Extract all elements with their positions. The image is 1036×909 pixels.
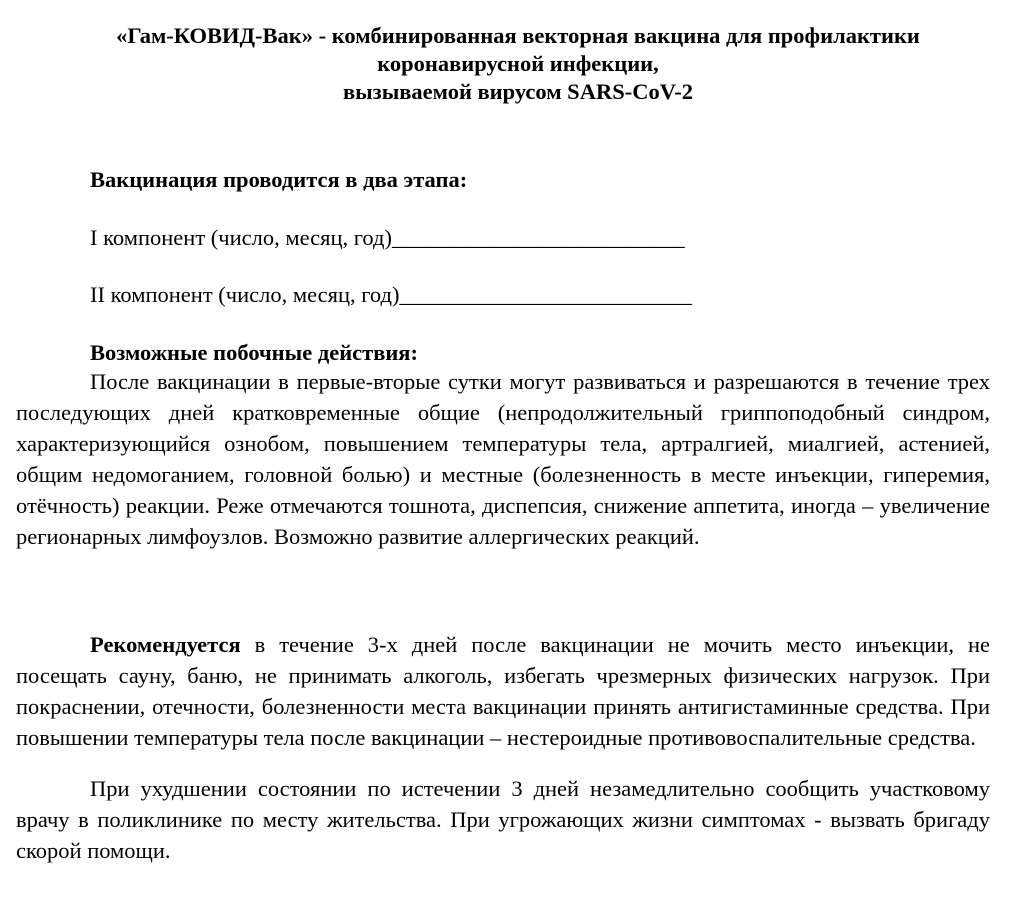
title-line-2: коронавирусной инфекции, bbox=[377, 51, 659, 76]
recommendations-paragraph bbox=[16, 629, 990, 753]
component-2-date-field: II компонент (число, месяц, год)__________________________ bbox=[90, 282, 692, 307]
recommend-label: Рекомендуется bbox=[90, 632, 241, 657]
side-effects-heading: Возможные побочные действия: bbox=[90, 340, 418, 365]
title-line-1: «Гам-КОВИД-Вак» - комбинированная векторная вакцина для профилактики bbox=[116, 23, 920, 48]
component-1-date-field: I компонент (число, месяц, год)__________________________ bbox=[90, 225, 685, 250]
worsening-paragraph: При ухудшении состоянии по истечении 3 дней незамедлительно сообщить участковому врачу в поликлинике по месту жительства. При угрожающих жизни симптомах - вызвать бригаду скорой помощи. bbox=[16, 776, 990, 863]
side-effects-paragraph: После вакцинации в первые-вторые сутки могут развиваться и разрешаются в течение трех последующих дней кратковременные общие (непродолжительный гриппоподобный синдром, характеризующийся ознобом, повышением температуры тела, артралгией, миалгией, астенией, общим недомоганием, головной болью) и местные (болезненность в месте инъекции, гиперемия, отёчность) реакции. Реже отмечаются тошнота, диспепсия, снижение аппетита, иногда – увеличение регионарных лимфоузлов. Возможно развитие аллергических реакций. bbox=[16, 369, 990, 549]
recommend-text: в течение 3-х дней после вакцинации не мочить место инъекции, не посещать сауну, баню, не принимать алкоголь, избегать чрезмерных физических нагрузок. При покраснении, отечности, болезненности места вакцинации принять антигистаминные средства. При повышении температуры тела после вакцинации – нестероидные противовоспалительные средства. bbox=[16, 632, 990, 750]
vaccination-heading: Вакцинация проводится в два этапа: bbox=[90, 167, 468, 192]
document-title bbox=[0, 22, 1036, 106]
title-line-3: вызываемой вирусом SARS-CoV-2 bbox=[342, 79, 694, 104]
